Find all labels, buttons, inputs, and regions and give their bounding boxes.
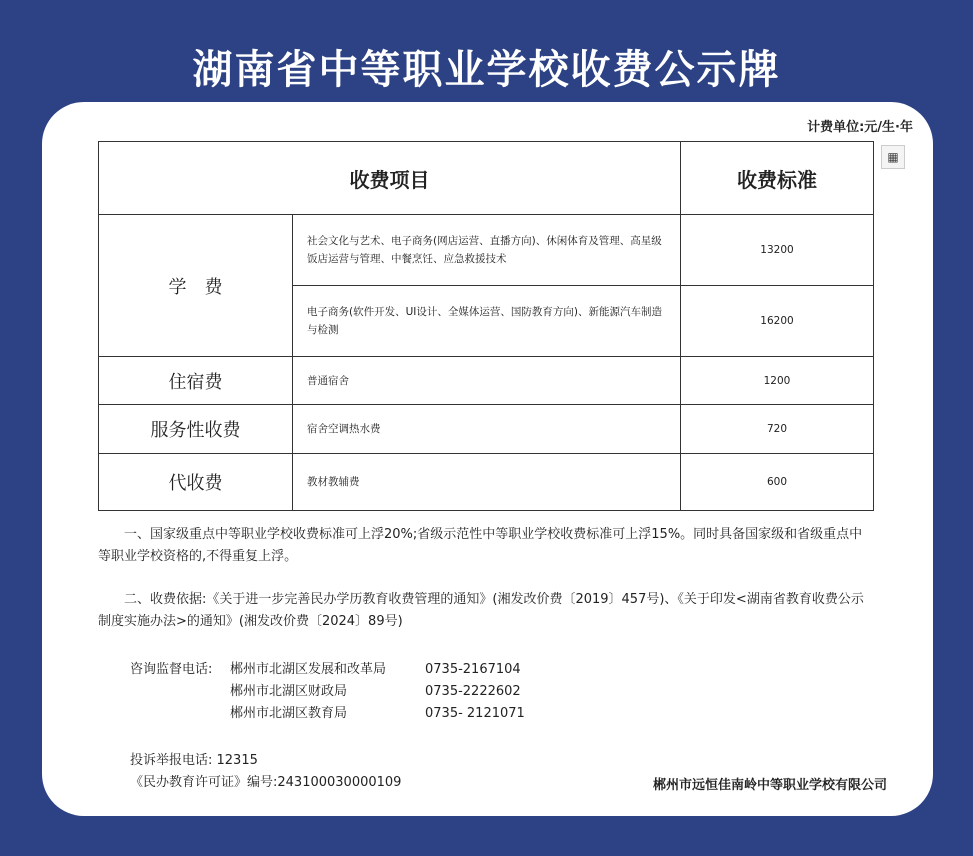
- table-row: [99, 357, 874, 405]
- footer-info: [130, 750, 401, 794]
- contacts-label: 咨询监督电话:: [130, 662, 213, 677]
- accommodation-amount: 1200: [681, 357, 874, 405]
- header-standard: 收费标准: [681, 142, 874, 215]
- page-title: 湖南省中等职业学校收费公示牌: [192, 47, 781, 93]
- header-item: 收费项目: [99, 142, 681, 215]
- tuition-item-2: 电子商务(软件开发、UI设计、全媒体运营、国防教育方向)、新能源汽车制造与检测: [293, 286, 681, 357]
- contact-row: [130, 659, 525, 681]
- table-row: [99, 454, 874, 511]
- note-1: 一、国家级重点中等职业学校收费标准可上浮20%;省级示范性中等职业学校收费标准可上浮15%。同时具备国家级和省级重点中等职业学校资格的,不得重复上浮。: [98, 527, 863, 564]
- notice-card: [42, 102, 933, 816]
- notes-section: [98, 524, 874, 633]
- contacts-section: [130, 659, 525, 725]
- agency-amount: 600: [681, 454, 874, 511]
- contact-phone: 0735-2167104: [425, 662, 521, 677]
- license-number: 《民办教育许可证》编号:243100030000109: [130, 775, 402, 790]
- table-row: [99, 215, 874, 286]
- contact-phone: 0735-2222602: [425, 684, 521, 699]
- tuition-amount-1: 13200: [681, 215, 874, 286]
- contact-org: 郴州市北湖区发展和改革局: [230, 662, 387, 677]
- table-row: [99, 405, 874, 454]
- accommodation-label: 住宿费: [99, 357, 293, 405]
- qr-code-icon[interactable]: ▦: [881, 145, 905, 169]
- accommodation-item: 普通宿舍: [293, 357, 681, 405]
- tuition-amount-2: 16200: [681, 286, 874, 357]
- contact-org: 郴州市北湖区教育局: [230, 706, 348, 721]
- service-item: 宿舍空调热水费: [293, 405, 681, 454]
- contact-phone: 0735- 2121071: [425, 706, 525, 721]
- service-amount: 720: [681, 405, 874, 454]
- fee-table: [98, 141, 874, 511]
- contact-row: [130, 681, 525, 703]
- contact-row: [130, 703, 525, 725]
- agency-item: 教材教辅费: [293, 454, 681, 511]
- tuition-label: 学 费: [99, 215, 293, 357]
- service-label: 服务性收费: [99, 405, 293, 454]
- unit-label: 计费单位:元/生·年: [807, 120, 913, 135]
- tuition-item-1: 社会文化与艺术、电子商务(网店运营、直播方向)、休闲体育及管理、高星级饭店运营与管理、中餐烹饪、应急救援技术: [293, 215, 681, 286]
- company-name: 郴州市远恒佳南岭中等职业学校有限公司: [652, 778, 887, 793]
- agency-label: 代收费: [99, 454, 293, 511]
- contact-org: 郴州市北湖区财政局: [230, 684, 348, 699]
- complaint-phone: 投诉举报电话: 12315: [130, 753, 258, 768]
- table-header-row: [99, 142, 874, 215]
- note-2: 二、收费依据:《关于进一步完善民办学历教育收费管理的通知》(湘发改价费〔2019〕457号)、《关于印发<湖南省教育收费公示制度实施办法>的通知》(湘发改价费〔2024〕89号): [98, 592, 864, 629]
